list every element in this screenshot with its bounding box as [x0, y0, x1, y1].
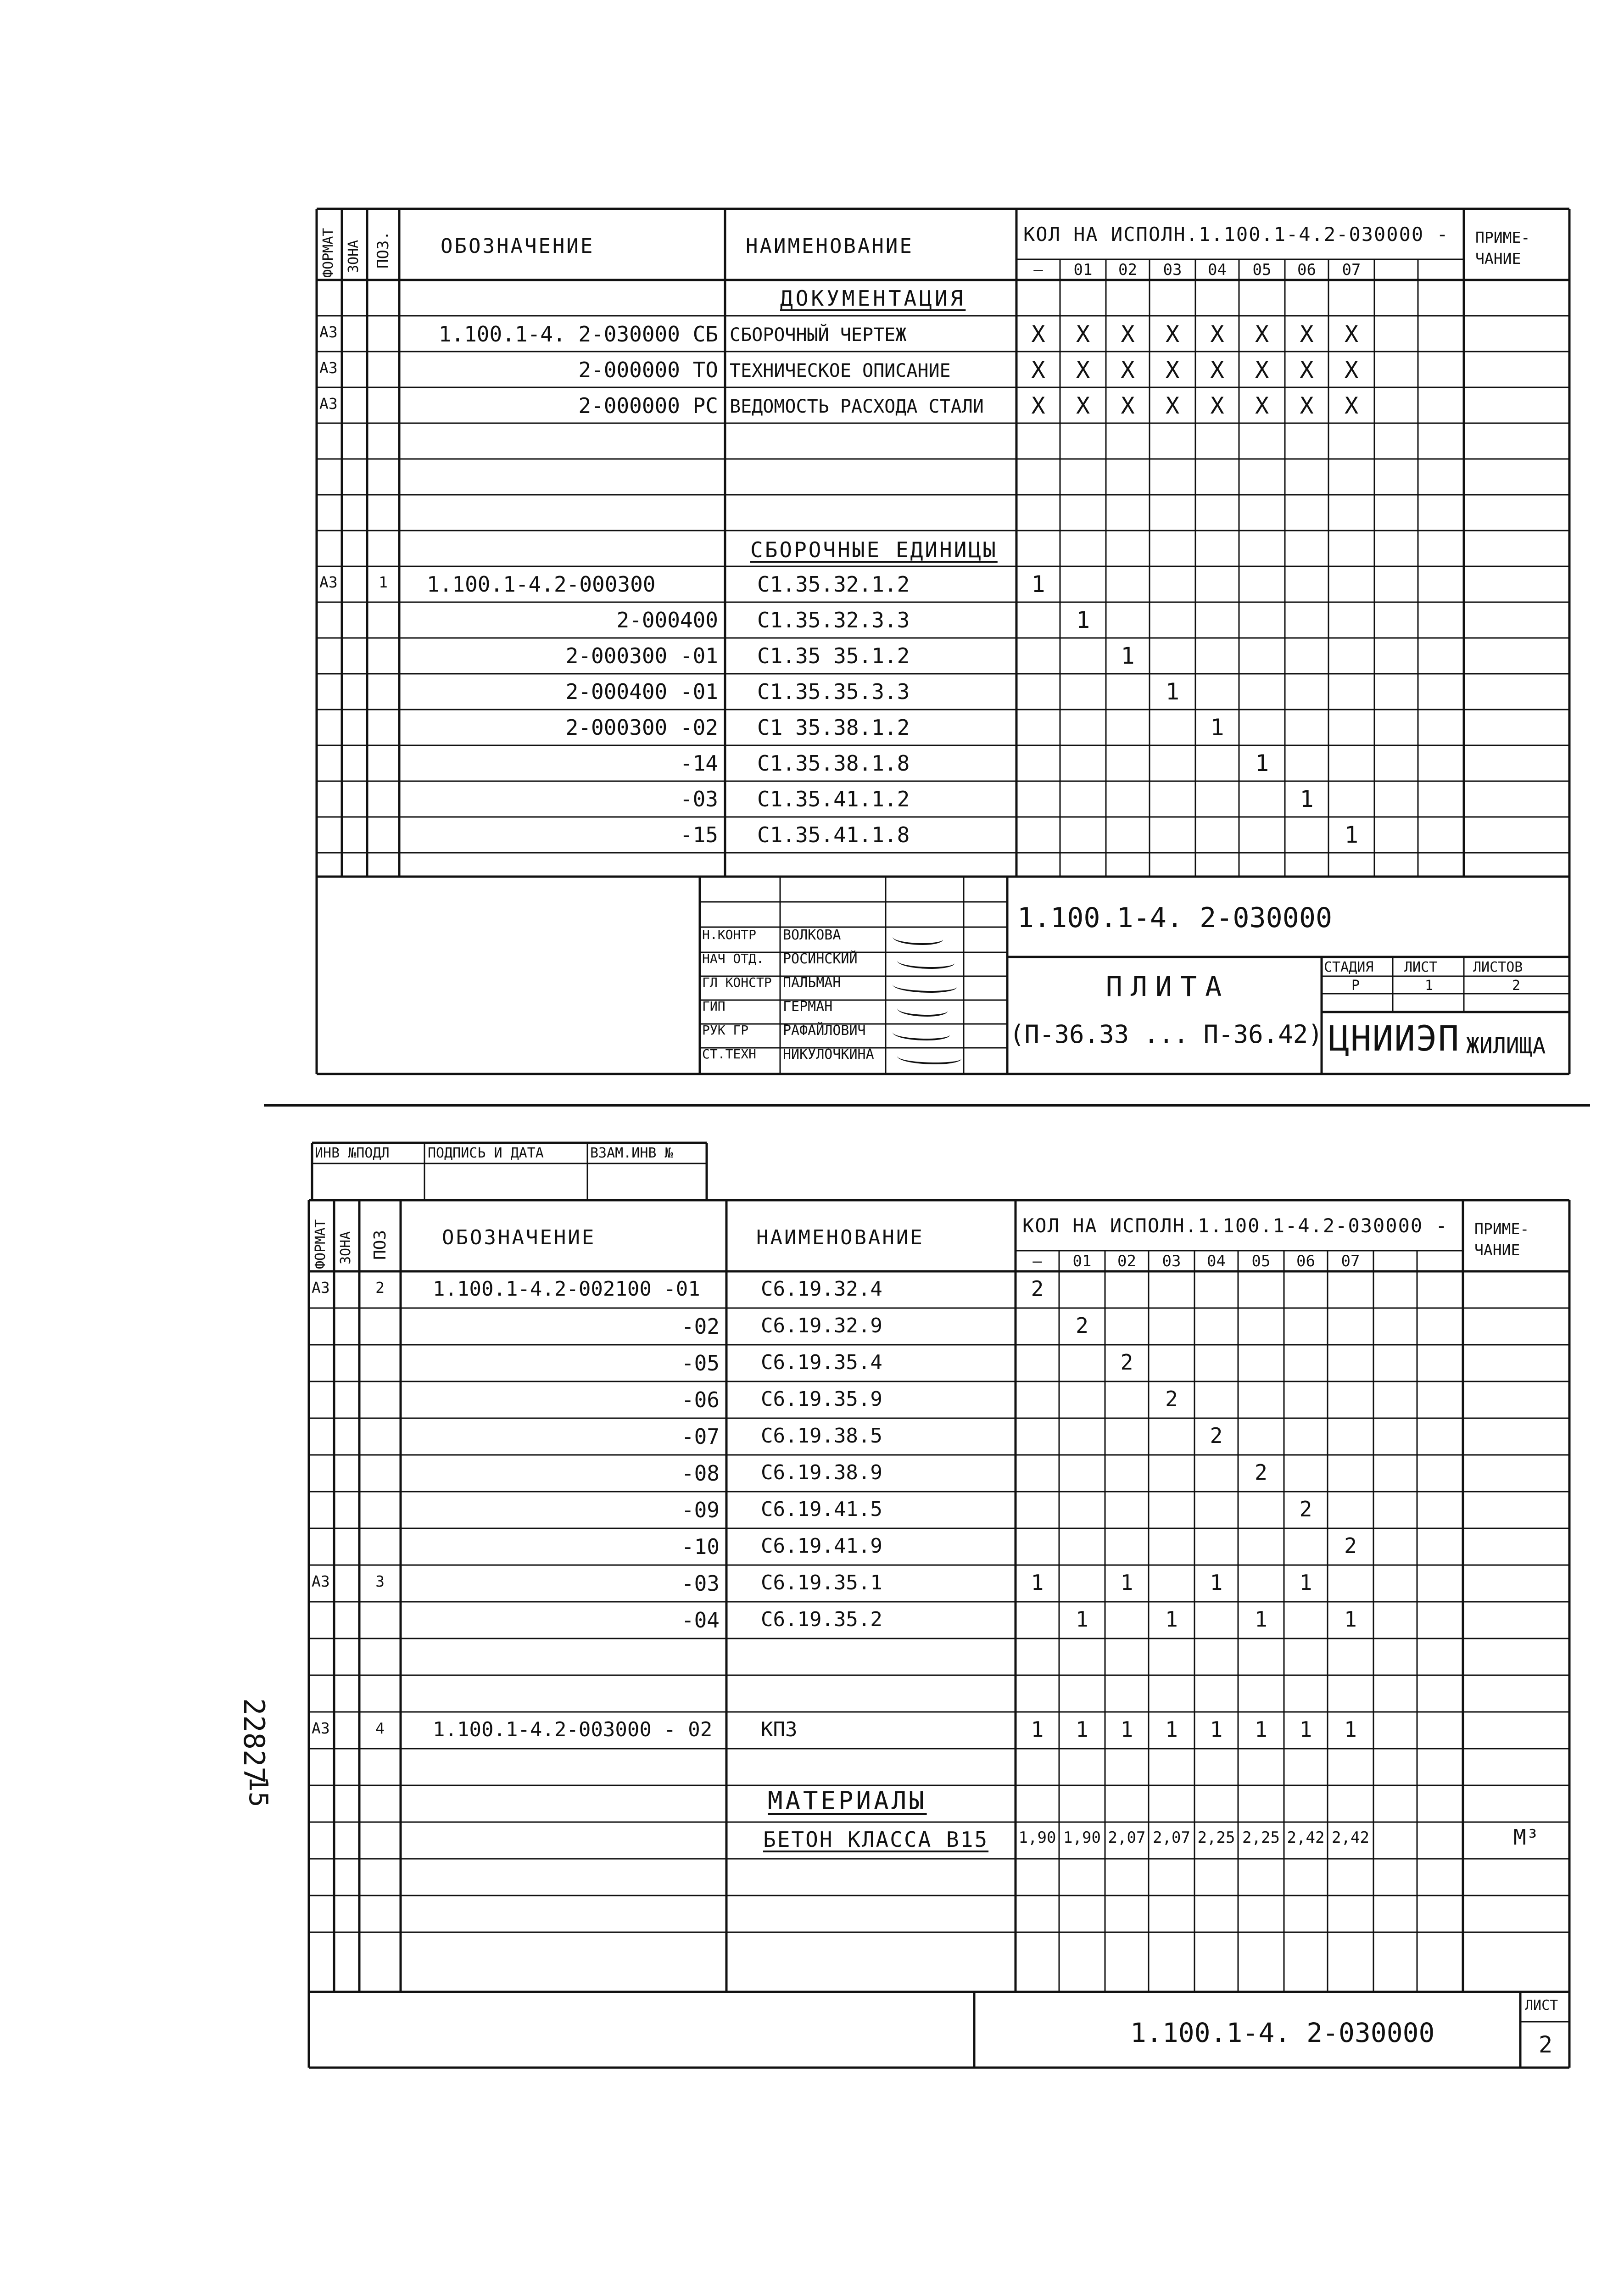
s2-col-name-header: НАИМЕНОВАНИЕ	[756, 1226, 924, 1249]
unit-designation: 2-000400	[616, 608, 718, 632]
unit-quantity: 1	[1255, 750, 1269, 777]
unit-quantity: 1	[1210, 714, 1224, 741]
material-quantity: 2,42	[1287, 1828, 1325, 1847]
unit-name: С1.35.32.1.2	[757, 572, 910, 597]
row-name: С6.19.32.4	[761, 1277, 882, 1301]
material-quantity: 2,42	[1332, 1828, 1369, 1847]
unit-quantity: 1	[1076, 607, 1090, 633]
margin-page-number: 15	[243, 1776, 273, 1807]
doc-mark: X	[1344, 321, 1359, 347]
unit-position: 1	[379, 573, 388, 591]
unit-designation: 2-000400 -01	[565, 679, 718, 704]
row-name: С6.19.32.9	[761, 1314, 882, 1337]
sheet-label: ЛИСТ	[1404, 959, 1438, 975]
unit-name: С1 35.38.1.2	[757, 715, 910, 740]
staff-role: НАЧ ОТД.	[702, 951, 764, 966]
section-documentation: ДОКУМЕНТАЦИЯ	[780, 286, 966, 311]
row-name: С6.19.35.1	[761, 1571, 882, 1594]
staff-name: РОСИНСКИЙ	[783, 951, 858, 967]
row-designation: -07	[681, 1424, 720, 1449]
page-divider	[264, 1104, 1590, 1107]
unit-quantity: 1	[1344, 822, 1359, 848]
row-name: С6.19.41.9	[761, 1534, 882, 1558]
doc-mark: X	[1300, 392, 1314, 419]
version-header: —	[1032, 1252, 1042, 1270]
doc-mark: X	[1031, 357, 1045, 383]
row-designation: -10	[681, 1534, 720, 1559]
version-header: 06	[1296, 1252, 1315, 1270]
row-quantity: 1	[1031, 1570, 1044, 1595]
document-title: ПЛИТА	[1105, 971, 1230, 1003]
row-designation: 1.100.1-4.2-003000 - 02	[433, 1718, 713, 1741]
version-header: 01	[1072, 1252, 1092, 1270]
unit-designation: 2-000300 -01	[565, 643, 718, 668]
document-code: 1.100.1-4. 2-030000	[1017, 902, 1333, 934]
unit-quantity: 1	[1165, 678, 1180, 705]
unit-quantity: 1	[1121, 643, 1135, 669]
s2-col-zone-header: ЗОНА	[338, 1231, 354, 1264]
stamp-sign: ПОДПИСЬ И ДАТА	[428, 1145, 544, 1161]
row-quantity: 2	[1031, 1276, 1044, 1301]
doc-mark: X	[1165, 321, 1180, 347]
material-quantity: 2,25	[1242, 1828, 1280, 1847]
doc-mark: X	[1255, 321, 1269, 347]
version-header: 04	[1208, 261, 1227, 279]
version-header: —	[1033, 261, 1043, 279]
doc-mark: X	[1076, 357, 1090, 383]
stamp-swap: ВЗАМ.ИНВ №	[590, 1145, 673, 1161]
version-header: 05	[1251, 1252, 1271, 1270]
row-quantity: 2	[1165, 1387, 1178, 1411]
document-subtitle: (П-36.33 ... П-36.42)	[1010, 1020, 1323, 1049]
material-quantity: 2,07	[1153, 1828, 1190, 1847]
row-quantity: 1	[1120, 1717, 1133, 1742]
doc-mark: X	[1165, 392, 1180, 419]
row-designation: 1.100.1-4.2-002100 -01	[433, 1277, 700, 1301]
row-name: С6.19.35.4	[761, 1351, 882, 1374]
row-position: 2	[375, 1279, 385, 1297]
unit-designation: -03	[680, 787, 718, 811]
doc-name: ВЕДОМОСТЬ РАСХОДА СТАЛИ	[730, 396, 984, 417]
row-format: А3	[312, 1572, 330, 1590]
stamp-inv: ИНВ №ПОДЛ	[315, 1145, 390, 1161]
row-quantity: 1	[1344, 1717, 1357, 1742]
version-header: 05	[1252, 261, 1272, 279]
version-header: 06	[1297, 261, 1316, 279]
doc-mark: X	[1344, 392, 1359, 419]
doc-designation: 2-000000 РС	[578, 393, 718, 418]
doc-mark: X	[1031, 392, 1045, 419]
doc-mark: X	[1121, 321, 1135, 347]
row-name: КП3	[761, 1718, 798, 1741]
doc-designation: 2-000000 ТО	[578, 358, 718, 382]
stage-label: СТАДИЯ	[1324, 959, 1374, 975]
doc-mark: X	[1210, 321, 1224, 347]
row-quantity: 1	[1299, 1717, 1312, 1742]
row-quantity: 1	[1255, 1717, 1267, 1742]
s2-document-code: 1.100.1-4. 2-030000	[1130, 2017, 1435, 2048]
row-format: А3	[312, 1719, 330, 1737]
row-quantity: 1	[1255, 1607, 1267, 1632]
row-quantity: 2	[1076, 1313, 1088, 1338]
unit-quantity: 1	[1300, 786, 1314, 812]
material-quantity: 1,90	[1063, 1828, 1101, 1847]
staff-role: ГЛ КОНСТР	[702, 975, 772, 990]
row-quantity: 1	[1120, 1570, 1133, 1595]
row-quantity: 1	[1344, 1607, 1357, 1632]
doc-format: А3	[319, 323, 338, 341]
row-quantity: 1	[1210, 1570, 1223, 1595]
section-materials: МАТЕРИАЛЫ	[768, 1786, 927, 1815]
row-position: 4	[375, 1719, 385, 1737]
row-designation: -04	[681, 1608, 720, 1633]
row-designation: -02	[681, 1314, 720, 1339]
staff-role: Н.КОНТР	[702, 927, 757, 942]
s2-sheet-number: 2	[1539, 2031, 1553, 2058]
doc-designation: 1.100.1-4. 2-030000 СБ	[438, 322, 718, 347]
s2-sheet-label: ЛИСТ	[1525, 1997, 1558, 2013]
material-quantity: 2,25	[1197, 1828, 1235, 1847]
col-zone-header: ЗОНА	[346, 240, 362, 273]
unit-name: С1.35.32.3.3	[757, 608, 910, 632]
material-unit: М³	[1513, 1825, 1539, 1850]
row-format: А3	[312, 1279, 330, 1297]
col-note-header: ПРИМЕ- ЧАНИЕ	[1475, 229, 1530, 268]
row-designation: -06	[681, 1387, 720, 1412]
row-quantity: 1	[1210, 1717, 1223, 1742]
staff-role: ГИП	[702, 999, 725, 1014]
unit-format: А3	[319, 573, 338, 591]
s2-qty-title-header: КОЛ НА ИСПОЛН.1.100.1-4.2-030000 -	[1022, 1214, 1448, 1237]
doc-mark: X	[1210, 357, 1224, 383]
spec-sheet-2	[309, 1200, 1569, 2068]
unit-name: С1.35.41.1.2	[757, 787, 910, 811]
doc-mark: X	[1076, 321, 1090, 347]
row-designation: -08	[681, 1461, 720, 1486]
unit-designation: 2-000300 -02	[565, 715, 718, 740]
row-quantity: 2	[1120, 1350, 1133, 1375]
doc-name: СБОРОЧНЫЙ ЧЕРТЕЖ	[730, 324, 907, 346]
row-designation: -09	[681, 1498, 720, 1522]
row-quantity: 2	[1210, 1423, 1223, 1448]
spec-sheet-1	[317, 209, 1569, 1074]
s2-col-pos-header: ПОЗ	[371, 1230, 390, 1260]
version-header: 01	[1073, 261, 1093, 279]
staff-name: НИКУЛОЧКИНА	[783, 1046, 874, 1062]
unit-name: С1.35 35.1.2	[757, 643, 910, 668]
doc-mark: X	[1121, 357, 1135, 383]
section-assembly-units: СБОРОЧНЫЕ ЕДИНИЦЫ	[750, 537, 998, 562]
s2-col-note-header: ПРИМЕ- ЧАНИЕ	[1474, 1220, 1529, 1259]
doc-mark: X	[1210, 392, 1224, 419]
row-name: С6.19.38.5	[761, 1424, 882, 1448]
unit-designation: 1.100.1-4.2-000300	[427, 572, 656, 597]
staff-name: РАФАЙЛОВИЧ	[783, 1023, 866, 1039]
s2-col-format-header: ФОРМАТ	[313, 1219, 329, 1269]
row-quantity: 1	[1031, 1717, 1044, 1742]
row-quantity: 2	[1255, 1460, 1267, 1485]
version-header: 02	[1118, 261, 1137, 279]
row-quantity: 1	[1076, 1607, 1088, 1632]
doc-name: ТЕХНИЧЕСКОЕ ОПИСАНИЕ	[730, 360, 951, 381]
doc-format: А3	[319, 395, 338, 413]
col-designation-header: ОБОЗНАЧЕНИЕ	[441, 235, 595, 258]
s2-col-designation-header: ОБОЗНАЧЕНИЕ	[442, 1226, 596, 1249]
version-header: 02	[1117, 1252, 1136, 1270]
col-format-header: ФОРМАТ	[320, 228, 336, 278]
doc-mark: X	[1031, 321, 1045, 347]
row-designation: -05	[681, 1351, 720, 1376]
unit-name: С1.35.41.1.8	[757, 822, 910, 847]
doc-mark: X	[1076, 392, 1090, 419]
row-designation: -03	[681, 1571, 720, 1596]
qty-title-header: КОЛ НА ИСПОЛН.1.100.1-4.2-030000 -	[1023, 223, 1449, 246]
sheet-value: 1	[1425, 978, 1434, 994]
doc-mark: X	[1165, 357, 1180, 383]
archive-stamp	[312, 1143, 707, 1200]
row-quantity: 2	[1344, 1533, 1357, 1558]
staff-role: СТ.ТЕХН	[702, 1046, 757, 1062]
doc-mark: X	[1300, 357, 1314, 383]
material-name: БЕТОН КЛАССА В15	[763, 1827, 989, 1852]
margin-archive-number: 22827	[237, 1698, 271, 1784]
staff-name: ВОЛКОВА	[783, 927, 841, 943]
unit-quantity: 1	[1031, 571, 1045, 598]
row-quantity: 2	[1299, 1497, 1312, 1521]
doc-mark: X	[1344, 357, 1359, 383]
doc-mark: X	[1300, 321, 1314, 347]
row-quantity: 1	[1165, 1717, 1178, 1742]
version-header: 07	[1341, 1252, 1360, 1270]
unit-name: С1.35.38.1.8	[757, 751, 910, 776]
sheets-value: 2	[1512, 978, 1521, 994]
row-name: С6.19.35.9	[761, 1387, 882, 1411]
stage-value: Р	[1351, 978, 1360, 994]
organization-suffix: ЖИЛИЩА	[1466, 1033, 1546, 1059]
row-quantity: 1	[1076, 1717, 1088, 1742]
version-header: 07	[1342, 261, 1361, 279]
staff-name: ГЕРМАН	[783, 999, 833, 1015]
doc-mark: X	[1121, 392, 1135, 419]
row-quantity: 1	[1165, 1607, 1178, 1632]
row-name: С6.19.38.9	[761, 1461, 882, 1484]
row-position: 3	[375, 1572, 385, 1590]
col-pos-header: ПОЗ.	[374, 231, 392, 268]
doc-format: А3	[319, 359, 338, 377]
row-quantity: 1	[1299, 1570, 1312, 1595]
unit-designation: -14	[680, 751, 718, 776]
row-name: С6.19.41.5	[761, 1498, 882, 1521]
col-name-header: НАИМЕНОВАНИЕ	[746, 235, 914, 258]
material-quantity: 1,90	[1018, 1828, 1056, 1847]
unit-designation: -15	[680, 822, 718, 847]
version-header: 03	[1163, 261, 1182, 279]
unit-name: С1.35.35.3.3	[757, 679, 910, 704]
doc-mark: X	[1255, 357, 1269, 383]
staff-role: РУК ГР	[702, 1023, 749, 1038]
version-header: 04	[1207, 1252, 1226, 1270]
version-header: 03	[1162, 1252, 1181, 1270]
material-quantity: 2,07	[1108, 1828, 1146, 1847]
organization-name: ЦНИИЭП	[1328, 1018, 1460, 1059]
doc-mark: X	[1255, 392, 1269, 419]
row-name: С6.19.35.2	[761, 1608, 882, 1631]
sheets-label: ЛИСТОВ	[1473, 959, 1523, 975]
staff-name: ПАЛЬМАН	[783, 975, 841, 991]
